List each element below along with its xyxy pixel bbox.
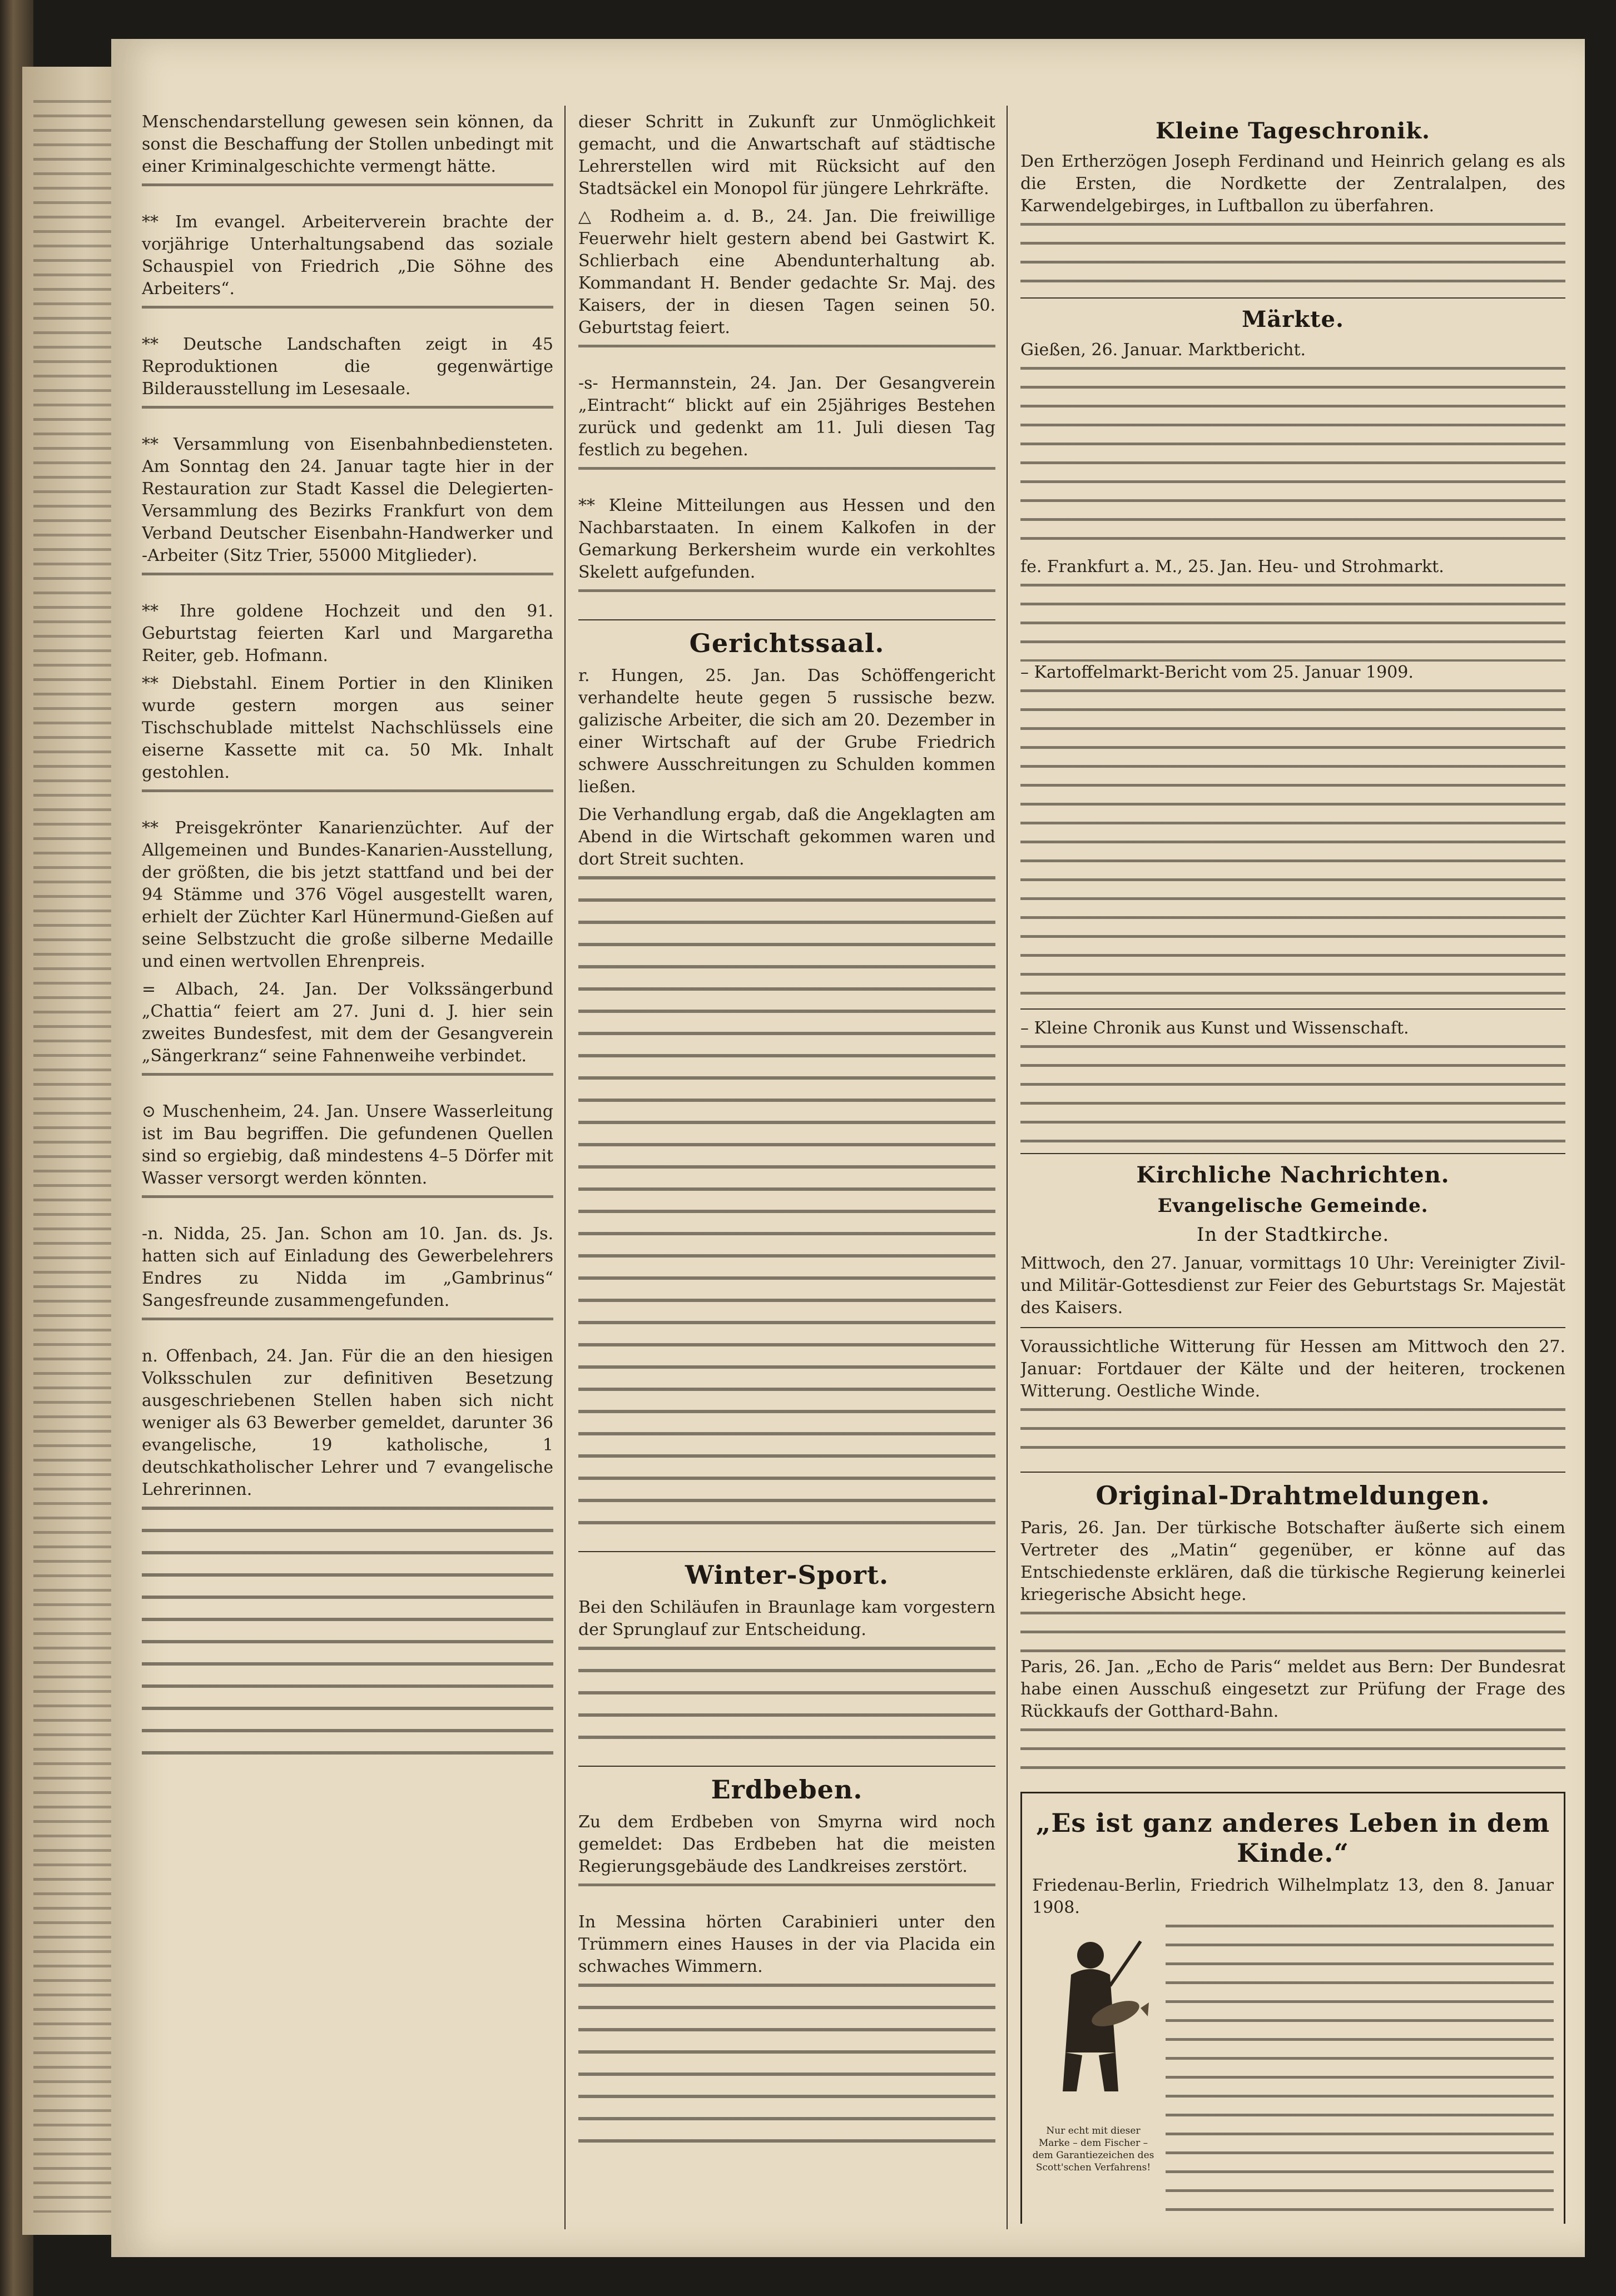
kartoffelmarkt-body	[1020, 689, 1565, 1001]
col2-para-1-continuation	[578, 345, 995, 367]
col1-para-5-continuation	[142, 789, 553, 812]
gerichtssaal-heading: Gerichtssaal.	[689, 628, 885, 658]
col1-para-9-continuation	[142, 1318, 553, 1340]
maerkte-giessen-body	[1020, 367, 1565, 556]
erdbeben-body-text	[578, 1984, 995, 2150]
witterung-text: Voraussichtliche Witterung für Hessen am Mittwoch den 27. Januar: Fortdauer der Kälte und der heiteren, trockenen Witterung. Oestliche Winde.	[1020, 1337, 1565, 1401]
col2-para-2: -s- Hermannstein, 24. Jan. Der Gesangverein „Eintracht“ blickt auf ein 25jähriges Bestehen zurück und gedenkt am 11. Juli diesen Tag festlich zu begehen.	[578, 374, 995, 460]
col1-para-3: ** Versammlung von Eisenbahnbediensteten. Am Sonntag den 24. Januar tagte hier in der Restauration zur Stadt Kassel die Delegierten-Versammlung des Bezirks Frankfurt von dem Verband Deutscher Eisenbahn-Handwerker und -Arbeiter (Sitz Trier, 55000 Mitglieder).	[142, 435, 553, 565]
draht-para-0-continuation	[1020, 1612, 1565, 1656]
kirchliche-text: Mittwoch, den 27. Januar, vormittags 10 Uhr: Vereinigter Zivil- und Militär-Gottesdienst zur Feier des Geburtstags Sr. Majestät des Kaisers.	[1020, 1254, 1565, 1318]
winter-body-text	[578, 1647, 995, 1758]
column-rule-2	[1007, 106, 1008, 2229]
col1-para-7-continuation	[142, 1073, 553, 1095]
column-3	[1020, 111, 1565, 2224]
kirchliche-place: In der Stadtkirche.	[1196, 1224, 1390, 1246]
maerkte-heading: Märkte.	[1242, 306, 1344, 332]
drahtmeldungen-heading: Original-Drahtmeldungen.	[1095, 1480, 1490, 1510]
ad-headline: „Es ist ganz anderes Leben in dem Kinde.“	[1035, 1808, 1550, 1868]
section-divider	[1020, 1472, 1565, 1473]
section-divider	[578, 1551, 995, 1552]
facing-page-text	[33, 100, 122, 2213]
fisherman-trademark-icon	[1032, 1925, 1154, 2119]
column-1	[142, 111, 553, 2224]
erdbeben-para-1: In Messina hörten Carabinieri unter den Trümmern eines Hauses in der via Placida ein schwaches Wimmern.	[578, 1912, 995, 1976]
col1-para-8-continuation	[142, 1195, 553, 1217]
section-divider	[1020, 297, 1565, 299]
section-divider	[1020, 1153, 1565, 1154]
col1-body-text-tail	[142, 1507, 553, 1773]
draht-para-1: Paris, 26. Jan. „Echo de Paris“ meldet aus Bern: Der Bundesrat habe einen Ausschuß eingesetzt zur Prüfung der Frage des Rückkaufs der Gotthard-Bahn.	[1020, 1657, 1565, 1721]
col1-para-8: ⊙ Muschenheim, 24. Jan. Unsere Wasserleitung ist im Bau begriffen. Die gefundenen Quellen sind so ergiebig, daß mindestens 4–5 Dörfer mit Wasser versorgt werden könnten.	[142, 1102, 553, 1188]
col1-para-5: ** Diebstahl. Einem Portier in den Kliniken wurde gestern morgen aus seiner Tischschublade mittelst Nachschlüssels eine eiserne Kassette mit ca. 50 Mk. Inhalt gestohlen.	[142, 674, 553, 782]
maerkte-para-1: fe. Frankfurt a. M., 25. Jan. Heu- und Strohmarkt.	[1020, 557, 1444, 577]
col1-para-6: ** Preisgekrönter Kanarienzüchter. Auf der Allgemeinen und Bundes-Kanarien-Ausstellung, der größten, die bis jetzt stattfand und bei der 94 Stämme und 376 Vögel ausgestellt waren, erhielt der Züchter Karl Hünermund-Gießen auf seine Selbstzucht die große silberne Medaille und einen wertvollen Ehrenpreis.	[142, 818, 553, 971]
ad-body-text	[1166, 1925, 1554, 2224]
col2-para-2-continuation	[578, 467, 995, 489]
col2-para-3: ** Kleine Mitteilungen aus Hessen und den Nachbarstaaten. In einem Kalkofen in der Gemarkung Berkersheim wurde ein verkohltes Skelett aufgefunden.	[578, 496, 995, 582]
tageschronik-heading: Kleine Tageschronik.	[1156, 118, 1430, 144]
kirchliche-heading: Kirchliche Nachrichten.	[1136, 1162, 1450, 1188]
erdbeben-heading: Erdbeben.	[711, 1775, 863, 1805]
col1-para-4: ** Ihre goldene Hochzeit und den 91. Geburtstag feierten Karl und Margaretha Reiter, geb. Hofmann.	[142, 602, 553, 665]
winter-para-0: Bei den Schiläufen in Braunlage kam vorgestern der Sprunglauf zur Entscheidung.	[578, 1598, 995, 1639]
section-divider	[1020, 1327, 1565, 1328]
maerkte-frankfurt-body	[1020, 584, 1565, 662]
col1-para-1: ** Im evangel. Arbeiterverein brachte der vorjährige Unterhaltungsabend das soziale Schauspiel von Friedrich „Die Söhne des Arbeiters“.	[142, 212, 553, 299]
newspaper-page	[111, 39, 1585, 2257]
tageschronik-body	[1020, 223, 1565, 290]
col2-para-3-continuation	[578, 589, 995, 612]
kunst-chronik-body	[1020, 1045, 1565, 1145]
col1-para-0: Menschendarstellung gewesen sein können, da sonst die Beschaffung der Stollen unbedingt mit einer Kriminalgeschichte vermengt hätte.	[142, 112, 553, 176]
section-divider	[578, 619, 995, 620]
gericht-body-text	[578, 876, 995, 1543]
col1-para-10: n. Offenbach, 24. Jan. Für die an den hiesigen Volksschulen zur definitiven Besetzung ausgeschriebenen Stellen haben sich nicht weniger als 63 Bewerber gemeldet, darunter 36 evangelische, 19 katholische, 1 deutschkatholischer Lehrer und 7 evangelische Lehrerinnen.	[142, 1346, 553, 1499]
col1-para-1-continuation	[142, 306, 553, 328]
kirchliche-subheading: Evangelische Gemeinde.	[1157, 1195, 1429, 1217]
erdbeben-para-0-continuation	[578, 1883, 995, 1906]
gericht-para-1: Die Verhandlung ergab, daß die Angeklagten am Abend in die Wirtschaft gekommen waren und dort Streit suchten.	[578, 805, 995, 869]
gericht-para-0: r. Hungen, 25. Jan. Das Schöffengericht verhandelte heute gegen 5 russische bezw. galizische Arbeiter, die sich am 20. Dezember in einer Wirtschaft auf der Grube Friedrich schwere Ausschreitungen zu Schulden kommen ließen.	[578, 666, 995, 797]
draht-body	[1020, 1728, 1565, 1784]
col2-para-0: dieser Schritt in Zukunft zur Unmöglichkeit gemacht, und die Anwartschaft auf städtische Lehrerstellen wird mit Rücksicht auf den Stadtsäckel ein Monopol für jüngere Lehrkräfte.	[578, 112, 995, 198]
ad-body	[1032, 1925, 1554, 2224]
column-rule-1	[564, 106, 566, 2229]
fisherman-illustration	[1032, 1925, 1154, 2173]
erdbeben-para-0: Zu dem Erdbeben von Smyrna wird noch gemeldet: Das Erdbeben hat die meisten Regierungsgebäude des Landkreises zerstört.	[578, 1812, 995, 1876]
column-2	[578, 111, 995, 2224]
col1-para-9: -n. Nidda, 25. Jan. Schon am 10. Jan. ds. Js. hatten sich auf Einladung des Gewerbelehrers Endres zu Nidda im „Gambrinus“ Sangesfreunde zusammengefunden.	[142, 1224, 553, 1310]
witterung-body	[1020, 1408, 1565, 1464]
draht-para-0: Paris, 26. Jan. Der türkische Botschafter äußerte sich einem Vertreter des „Matin“ gegenüber, er könne auf das Entschiedenste erklären, daß die türkische Regierung keinerlei kriegerische Absicht hege.	[1020, 1518, 1565, 1604]
col2-para-1: △ Rodheim a. d. B., 24. Jan. Die freiwillige Feuerwehr hielt gestern abend bei Gastwirt K. Schlierbach eine Abendunterhaltung ab. Kommandant H. Bender gedachte Sr. Maj. des Kaisers, der in diesen Tagen seinen 50. Geburtstag feiert.	[578, 207, 995, 337]
tageschronik-text: Den Ertherzögen Joseph Ferdinand und Heinrich gelang es als die Ersten, die Nordkette der Zentralalpen, des Karwendelgebirges, in Luftballon zu überfahren.	[1020, 152, 1565, 216]
maerkte-para-0: Gießen, 26. Januar. Marktbericht.	[1020, 340, 1306, 360]
ad-dateline: Friedenau-Berlin, Friedrich Wilhelmplatz 13, den 8. Januar 1908.	[1032, 1876, 1554, 1917]
illustration-caption: Nur echt mit dieser Marke – dem Fischer – dem Garantiezeichen des Scott'schen Verfahrens!	[1032, 2125, 1154, 2173]
col1-para-7: = Albach, 24. Jan. Der Volkssängerbund „Chattia“ feiert am 27. Juni d. J. hier sein zweites Bundesfest, mit dem der Gesangverein „Sängerkranz“ seine Fahnenweihe verbindet.	[142, 980, 553, 1066]
section-divider	[1020, 1008, 1565, 1010]
scotts-emulsion-advertisement	[1020, 1792, 1565, 2224]
col1-para-2: ** Deutsche Landschaften zeigt in 45 Reproduktionen die gegenwärtige Bilderausstellung im Lesesaale.	[142, 335, 553, 399]
wintersport-heading: Winter-Sport.	[685, 1560, 889, 1590]
col1-para-2-continuation	[142, 406, 553, 428]
kunst-chronik-heading: – Kleine Chronik aus Kunst und Wissenschaft.	[1020, 1018, 1409, 1038]
maerkte-para-2: – Kartoffelmarkt-Bericht vom 25. Januar 1909.	[1020, 663, 1414, 682]
col1-para-0-continuation	[142, 183, 553, 206]
section-divider	[578, 1766, 995, 1767]
col1-para-3-continuation	[142, 573, 553, 595]
